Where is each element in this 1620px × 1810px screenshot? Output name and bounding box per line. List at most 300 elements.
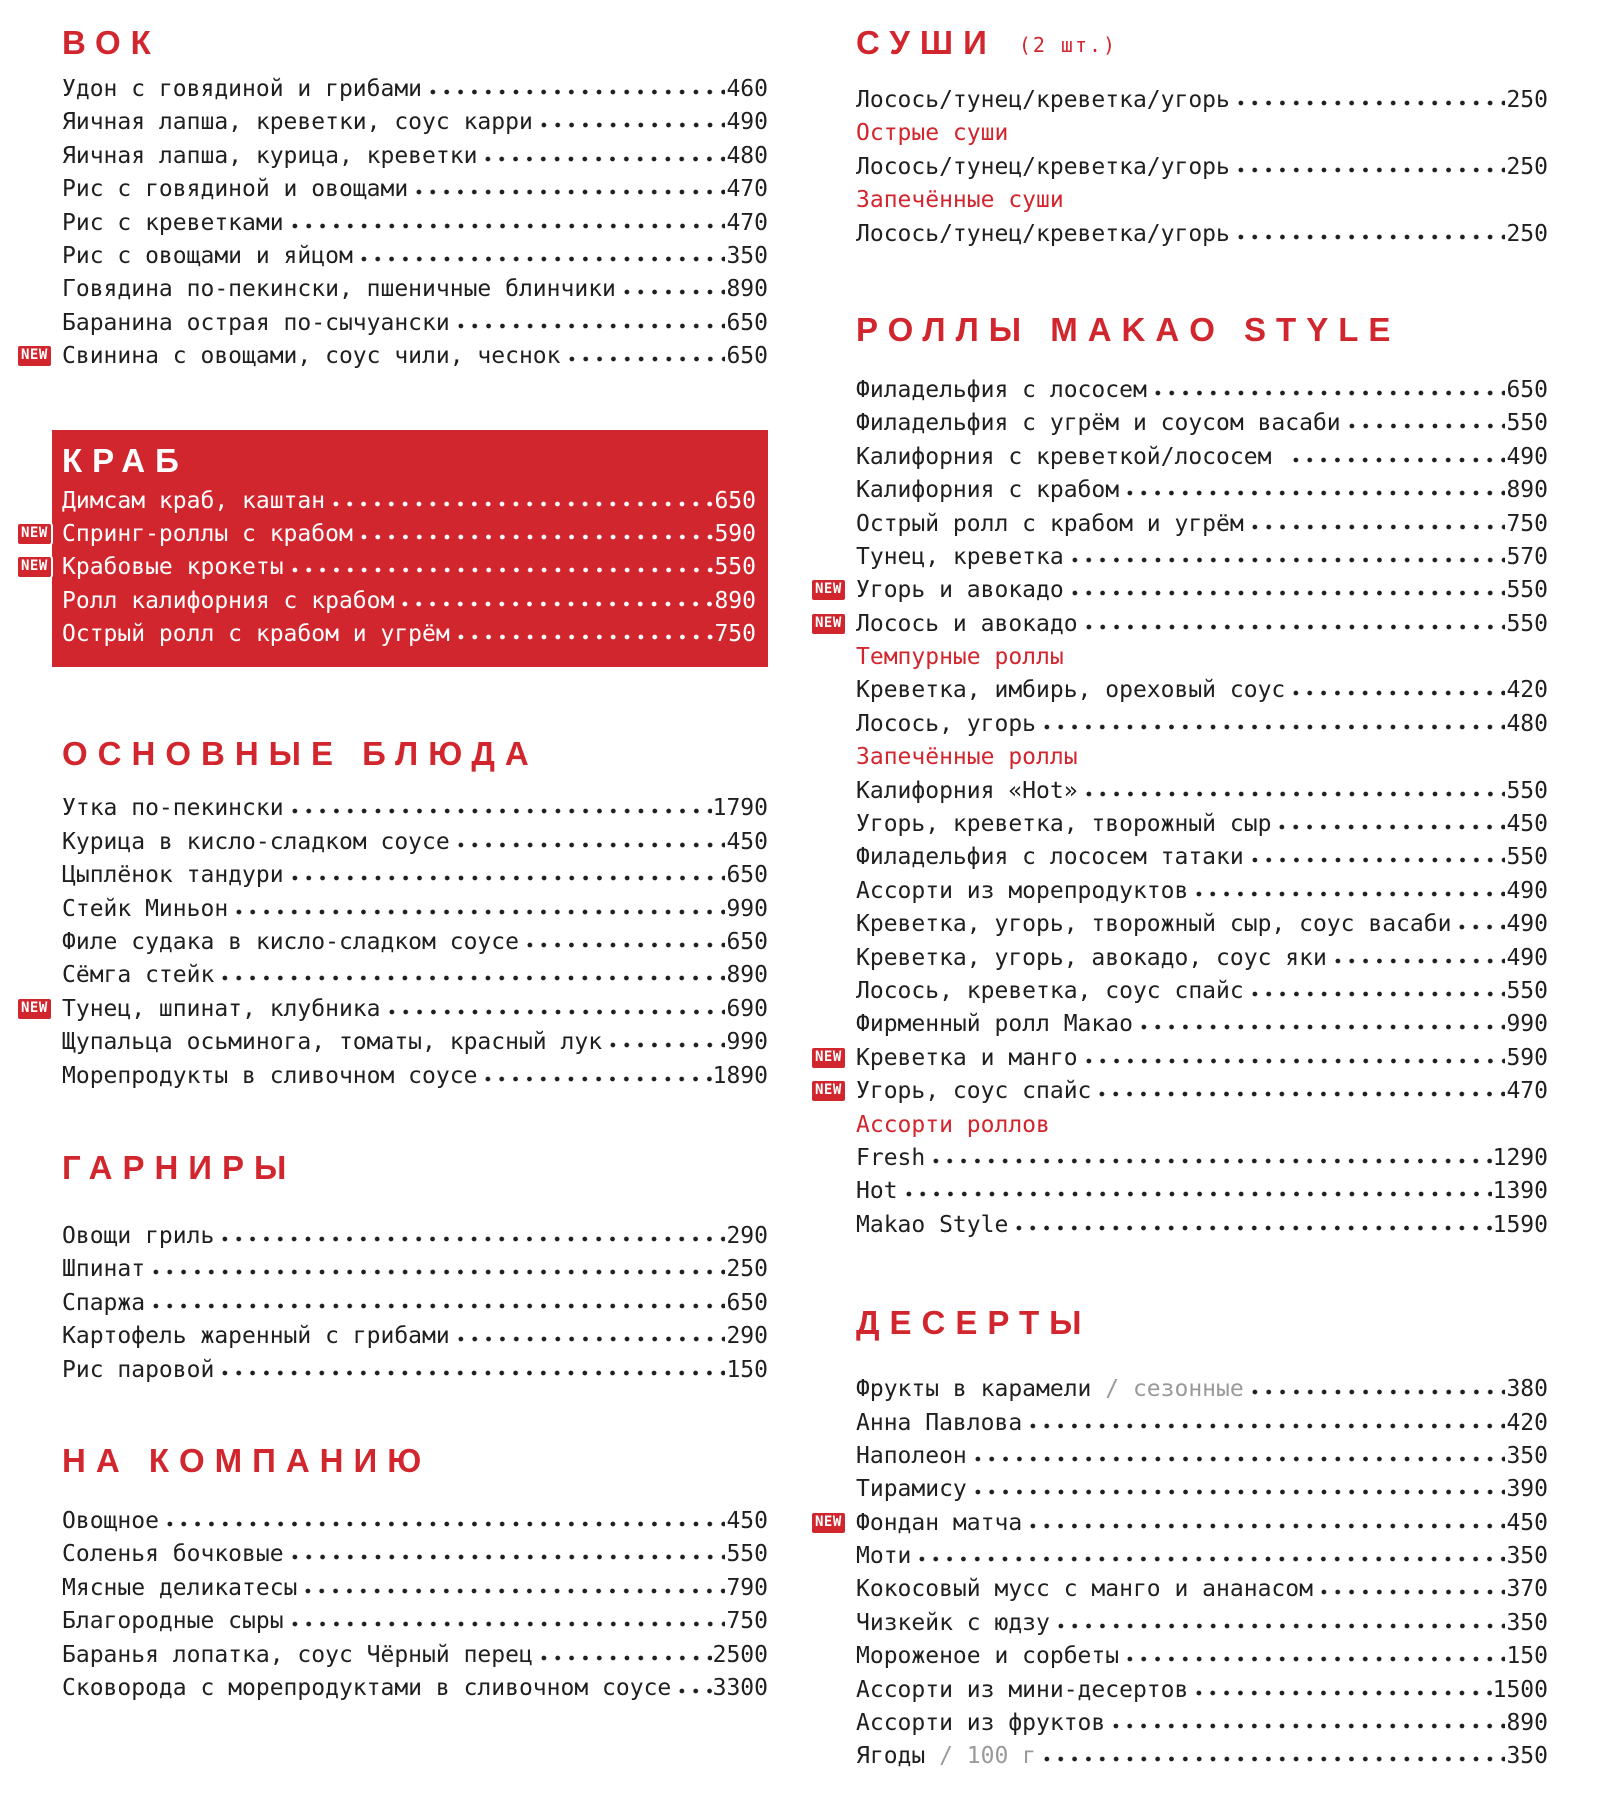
dot-leader <box>1066 589 1506 597</box>
item-name: Креветка и манго <box>856 1044 1078 1071</box>
menu-item-row <box>856 1573 1548 1606</box>
menu-item-row <box>62 1572 768 1605</box>
item-price: 890 <box>726 276 768 303</box>
item-name: Тунец, шпинат, клубника <box>62 995 381 1022</box>
item-price: 350 <box>1506 1543 1548 1570</box>
dot-leader <box>286 566 714 574</box>
menu-item-row <box>856 1008 1548 1041</box>
section-title-text: РОЛЛЫ MAKAO STYLE <box>856 310 1401 348</box>
menu-item-row <box>856 374 1548 407</box>
section-title <box>856 310 1548 348</box>
dot-leader <box>1329 957 1506 965</box>
item-name: Свинина с овощами, соус чили, чеснок <box>62 343 561 370</box>
dot-leader <box>1190 1689 1491 1697</box>
item-name: Тунец, креветка <box>856 543 1064 570</box>
item-price: 750 <box>726 1608 768 1635</box>
menu-item-row <box>62 307 768 340</box>
dot-leader <box>479 1075 711 1083</box>
dot-leader <box>410 188 725 196</box>
menu-item-row <box>62 1672 768 1705</box>
dot-leader <box>1107 1722 1505 1730</box>
dot-leader <box>1093 1090 1505 1098</box>
item-price: 650 <box>1506 376 1548 403</box>
dot-leader <box>424 88 725 96</box>
item-name: Угорь, креветка, творожный сыр <box>856 811 1272 838</box>
item-price: 570 <box>1506 543 1548 570</box>
dot-leader <box>1066 556 1506 564</box>
dot-leader <box>452 322 726 330</box>
item-price: 650 <box>726 862 768 889</box>
dot-leader <box>216 1369 725 1377</box>
menu-item-row <box>856 1209 1548 1242</box>
menu-item-row <box>856 151 1548 184</box>
dot-leader <box>1024 1422 1505 1430</box>
dot-leader <box>383 1008 726 1016</box>
new-badge: NEW <box>812 1513 845 1533</box>
item-name-note: / сезонные <box>1091 1376 1244 1403</box>
menu-item-row <box>62 826 768 859</box>
menu-column-left <box>21 24 768 1810</box>
section-title-text: ОСНОВНЫЕ БЛЮДА <box>62 735 539 773</box>
menu-item-row <box>856 1740 1548 1773</box>
menu-item-row <box>856 1607 1548 1640</box>
item-name: Цыплёнок тандури <box>62 862 284 889</box>
menu-item-row <box>62 1639 768 1672</box>
item-name: Спаржа <box>62 1289 146 1316</box>
item-name: Калифорния с крабом <box>856 477 1120 504</box>
menu-item-row <box>856 775 1548 808</box>
item-name: Говядина по-пекински, пшеничные блинчики <box>62 276 616 303</box>
dot-leader <box>1149 389 1506 397</box>
item-price: 460 <box>726 76 768 102</box>
dot-leader <box>1315 1588 1505 1596</box>
item-price: 750 <box>714 621 756 648</box>
item-price: 550 <box>1506 977 1548 1004</box>
menu-item-row <box>62 792 768 825</box>
dot-leader <box>1080 1057 1506 1065</box>
item-price: 490 <box>1506 911 1548 938</box>
item-name: Сковорода с морепродуктами в сливочном соусе <box>62 1674 672 1701</box>
section-title <box>856 1304 1548 1342</box>
menu-item-row <box>62 1220 768 1253</box>
item-name-note: / 100 г <box>925 1743 1037 1770</box>
item-name: Лосось/тунец/креветка/угорь <box>856 220 1230 247</box>
item-price: 550 <box>1506 777 1548 804</box>
item-name: Креветка, угорь, творожный сыр, соус васаби <box>856 911 1452 938</box>
menu-item-row <box>21 551 756 584</box>
item-name: Утка по-пекински <box>62 795 284 822</box>
new-badge: NEW <box>812 614 845 634</box>
dot-leader <box>1080 790 1506 798</box>
item-name: Спринг-роллы с крабом <box>62 520 353 547</box>
section-rows <box>856 84 1548 251</box>
section-title-text: СУШИ <box>856 24 997 61</box>
section-rows <box>21 792 768 1093</box>
item-name: Благородные сыры <box>62 1608 284 1635</box>
item-name: Лосось/тунец/креветка/угорь <box>856 153 1230 180</box>
dot-leader <box>479 155 725 163</box>
section-sharing <box>62 1441 768 1705</box>
section-title <box>62 1441 768 1479</box>
dot-leader <box>1287 689 1505 697</box>
menu-item-row <box>62 173 768 206</box>
item-name: Филадельфия с лососем татаки <box>856 844 1244 871</box>
dot-leader <box>900 1190 1492 1198</box>
menu-item-row <box>62 859 768 892</box>
item-name: Яичная лапша, креветки, соус карри <box>62 109 533 136</box>
item-name: Ассорти из морепродуктов <box>856 877 1189 904</box>
item-name: Сёмга стейк <box>62 962 215 989</box>
menu-subheading <box>856 741 1548 774</box>
item-name: Чизкейк с юдзу <box>856 1609 1050 1636</box>
item-name: Fresh <box>856 1144 926 1171</box>
item-name: Рис с креветками <box>62 209 284 236</box>
item-price: 450 <box>726 1507 768 1534</box>
dot-leader <box>1232 166 1506 174</box>
item-price: 450 <box>726 828 768 855</box>
dot-leader <box>286 1553 726 1561</box>
menu-item-row <box>856 1440 1548 1473</box>
section-title <box>856 26 1548 62</box>
dot-leader <box>927 1157 1491 1165</box>
item-name: Лосось, креветка, соус спайс <box>856 977 1244 1004</box>
menu-item-row <box>856 407 1548 440</box>
menu-item-row <box>856 84 1548 117</box>
menu-item-row <box>62 106 768 139</box>
menu-item-row <box>62 73 768 106</box>
dot-leader <box>452 633 714 641</box>
menu-item-row <box>856 1142 1548 1175</box>
item-price: 890 <box>1506 477 1548 504</box>
item-name: Яичная лапша, курица, креветки <box>62 142 478 169</box>
item-price: 650 <box>726 1289 768 1316</box>
dot-leader <box>1121 489 1505 497</box>
item-name: Калифорния «Hot» <box>856 777 1078 804</box>
section-title-note: (2 шт.) <box>1018 33 1118 57</box>
item-price: 470 <box>1506 1078 1548 1105</box>
item-price: 250 <box>1506 87 1548 113</box>
dot-leader <box>604 1041 725 1049</box>
item-name: Курица в кисло-сладком соусе <box>62 828 450 855</box>
menu-subheading <box>856 641 1548 674</box>
dot-leader <box>355 255 726 263</box>
menu-item-row <box>62 240 768 273</box>
item-name: Ассорти из фруктов <box>856 1710 1106 1737</box>
item-name: Мясные деликатесы <box>62 1574 298 1601</box>
item-price: 250 <box>1506 220 1548 247</box>
item-price: 380 <box>1506 1376 1548 1403</box>
item-name: Картофель жаренный с грибами <box>62 1323 450 1350</box>
section-sides <box>62 1148 768 1387</box>
item-name: Ягоды / 100 г <box>856 1743 1037 1770</box>
item-name: Наполеон <box>856 1442 967 1469</box>
subheading-label: Темпурные роллы <box>856 644 1064 671</box>
menu-column-right <box>815 24 1548 1810</box>
new-badge: NEW <box>18 346 51 366</box>
section-title-text: ГАРНИРЫ <box>62 1148 297 1186</box>
menu-item-row <box>62 1320 768 1353</box>
dot-leader <box>1010 1224 1491 1232</box>
menu-item-row <box>856 942 1548 975</box>
item-name: Рис с говядиной и овощами <box>62 176 409 203</box>
item-price: 590 <box>714 520 756 547</box>
dot-leader <box>563 355 726 363</box>
item-price: 470 <box>726 176 768 203</box>
dot-leader <box>161 1520 726 1528</box>
item-name: Калифорния с креветкой/лососем <box>856 443 1286 470</box>
menu-item-row <box>856 674 1548 707</box>
menu-item-row <box>62 618 756 651</box>
item-name: Hot <box>856 1178 898 1205</box>
item-name: Тирамису <box>856 1476 967 1503</box>
menu-item-row <box>62 926 768 959</box>
section-wok <box>21 24 768 374</box>
menu-item-row <box>815 1507 1548 1540</box>
new-badge: NEW <box>812 1081 845 1101</box>
item-price: 1890 <box>712 1062 768 1089</box>
item-price: 650 <box>726 343 768 370</box>
menu-item-row <box>856 218 1548 251</box>
dot-leader <box>1024 1522 1505 1530</box>
item-name: Филе судака в кисло-сладком соусе <box>62 929 519 956</box>
item-price: 480 <box>726 142 768 169</box>
menu-item-row <box>815 1075 1548 1108</box>
menu-item-row <box>21 340 768 373</box>
item-name: Острый ролл с крабом и угрём <box>62 621 450 648</box>
item-name: Филадельфия с угрём и соусом васаби <box>856 410 1341 437</box>
section-rows <box>815 374 1548 1242</box>
menu-item-row <box>62 1605 768 1638</box>
dot-leader <box>299 1587 725 1595</box>
section-title <box>62 441 756 479</box>
item-name: Моти <box>856 1543 912 1570</box>
dot-leader <box>452 1335 726 1343</box>
menu-item-row <box>856 1373 1548 1406</box>
menu-subheading <box>856 1109 1548 1142</box>
item-name: Рис паровой <box>62 1356 215 1383</box>
menu-item-row <box>62 1060 768 1093</box>
item-price: 690 <box>726 995 768 1022</box>
section-crab <box>21 430 768 668</box>
section-rolls <box>815 310 1548 1242</box>
menu-item-row <box>856 708 1548 741</box>
item-price: 1390 <box>1492 1178 1548 1205</box>
section-title <box>62 26 768 59</box>
menu-item-row <box>62 140 768 173</box>
item-price: 890 <box>714 587 756 614</box>
item-price: 990 <box>726 895 768 922</box>
new-badge: NEW <box>18 999 51 1019</box>
item-name: Makao Style <box>856 1211 1009 1238</box>
item-name: Угорь, соус спайс <box>856 1078 1092 1105</box>
menu-item-row <box>856 1407 1548 1440</box>
new-badge: NEW <box>18 557 51 577</box>
item-name: Филадельфия с лососем <box>856 376 1147 403</box>
dot-leader <box>1343 422 1506 430</box>
menu-item-row <box>856 1707 1548 1740</box>
menu-item-row <box>856 541 1548 574</box>
item-name: Острый ролл с крабом и угрём <box>856 510 1244 537</box>
item-price: 650 <box>726 929 768 956</box>
item-name: Шпинат <box>62 1256 146 1283</box>
menu-item-row <box>856 474 1548 507</box>
menu-item-row <box>856 1640 1548 1673</box>
menu-item-row <box>856 1540 1548 1573</box>
menu-item-row <box>856 908 1548 941</box>
item-name: Овощи гриль <box>62 1222 215 1249</box>
item-name: Баранья лопатка, соус Чёрный перец <box>62 1641 533 1668</box>
item-price: 390 <box>1506 1476 1548 1503</box>
subheading-label: Запечённые роллы <box>856 744 1078 771</box>
item-price: 350 <box>726 242 768 269</box>
dot-leader <box>1080 623 1506 631</box>
item-name: Фирменный ролл Макао <box>856 1011 1133 1038</box>
section-rows <box>815 1373 1548 1774</box>
item-price: 490 <box>1506 944 1548 971</box>
dot-leader <box>521 941 725 949</box>
item-name: Мороженое и сорбеты <box>856 1643 1120 1670</box>
item-name: Фондан матча <box>856 1509 1023 1536</box>
dot-leader <box>147 1268 725 1276</box>
section-rows <box>21 73 768 374</box>
new-badge: NEW <box>812 1048 845 1068</box>
dot-leader <box>1038 723 1505 731</box>
menu-item-row <box>856 441 1548 474</box>
section-rows <box>62 1505 768 1705</box>
menu-item-row <box>815 574 1548 607</box>
section-title-text: НА КОМПАНИЮ <box>62 1441 432 1479</box>
item-price: 550 <box>1506 844 1548 871</box>
item-name: Лосось и авокадо <box>856 610 1078 637</box>
dot-leader <box>355 533 714 541</box>
dot-leader <box>396 600 713 608</box>
section-title <box>62 1148 768 1186</box>
section-rows <box>62 1220 768 1387</box>
menu-item-row <box>856 1175 1548 1208</box>
item-price: 550 <box>726 1541 768 1568</box>
subheading-label: Запечённые суши <box>856 187 1064 214</box>
new-badge: NEW <box>812 580 845 600</box>
item-price: 550 <box>1506 610 1548 637</box>
menu-item-row <box>62 1026 768 1059</box>
new-badge: NEW <box>18 524 51 544</box>
item-price: 990 <box>1506 1011 1548 1038</box>
item-name: Лосось, угорь <box>856 710 1037 737</box>
item-name: Рис с овощами и яйцом <box>62 242 353 269</box>
dot-leader <box>327 500 713 508</box>
item-price: 650 <box>726 309 768 336</box>
item-price: 290 <box>726 1323 768 1350</box>
menu-subheading <box>856 117 1548 150</box>
dot-leader <box>969 1455 1506 1463</box>
item-name: Ассорти из мини-десертов <box>856 1676 1189 1703</box>
subheading-label: Ассорти роллов <box>856 1111 1050 1138</box>
subheading-label: Острые суши <box>856 120 1009 147</box>
item-price: 650 <box>714 487 756 514</box>
item-price: 490 <box>1506 877 1548 904</box>
dot-leader <box>286 1620 726 1628</box>
section-title-text: КРАБ <box>62 441 189 479</box>
menu-item-row <box>62 1287 768 1320</box>
item-price: 550 <box>1506 577 1548 604</box>
item-price: 470 <box>726 209 768 236</box>
item-price: 590 <box>1506 1044 1548 1071</box>
menu-item-row <box>856 1473 1548 1506</box>
dot-leader <box>535 121 726 129</box>
section-sushi <box>856 26 1548 251</box>
menu-item-row <box>856 841 1548 874</box>
item-name: Креветка, имбирь, ореховый соус <box>856 677 1286 704</box>
item-price: 350 <box>1506 1743 1548 1770</box>
item-price: 1500 <box>1492 1676 1548 1703</box>
dot-leader <box>1121 1655 1505 1663</box>
menu-item-row <box>856 508 1548 541</box>
dot-leader <box>1246 1388 1506 1396</box>
menu-item-row <box>62 207 768 240</box>
item-price: 370 <box>1506 1576 1548 1603</box>
dot-leader <box>1246 990 1506 998</box>
dot-leader <box>1246 523 1506 531</box>
item-price: 2500 <box>712 1641 768 1668</box>
menu-item-row <box>856 1674 1548 1707</box>
menu-item-row <box>62 1538 768 1571</box>
item-price: 990 <box>726 1029 768 1056</box>
menu-item-row <box>856 875 1548 908</box>
dot-leader <box>673 1687 711 1695</box>
item-name: Щупальца осьминога, томаты, красный лук <box>62 1029 603 1056</box>
dot-leader <box>1038 1755 1505 1763</box>
dot-leader <box>216 974 725 982</box>
section-mains <box>21 735 768 1093</box>
item-price: 420 <box>1506 677 1548 704</box>
item-price: 750 <box>1506 510 1548 537</box>
item-price: 250 <box>726 1256 768 1283</box>
item-price: 290 <box>726 1222 768 1249</box>
menu-item-row <box>62 1354 768 1387</box>
item-price: 1290 <box>1492 1144 1548 1171</box>
item-name: Ролл калифорния с крабом <box>62 587 395 614</box>
menu-item-row <box>62 893 768 926</box>
dot-leader <box>1232 233 1506 241</box>
item-price: 420 <box>1506 1409 1548 1436</box>
section-desserts <box>815 1304 1548 1774</box>
item-price: 350 <box>1506 1442 1548 1469</box>
menu-item-row <box>62 585 756 618</box>
dot-leader <box>913 1555 1505 1563</box>
dot-leader <box>535 1654 712 1662</box>
menu-item-row <box>62 273 768 306</box>
menu-item-row <box>62 1253 768 1286</box>
dot-leader <box>230 908 725 916</box>
menu-item-row <box>62 1505 768 1538</box>
item-name: Овощное <box>62 1507 159 1534</box>
item-name: Анна Павлова <box>856 1409 1023 1436</box>
dot-leader <box>1246 856 1506 864</box>
menu-item-row <box>856 975 1548 1008</box>
dot-leader <box>969 1488 1506 1496</box>
dot-leader <box>1135 1023 1506 1031</box>
menu-item-row <box>856 808 1548 841</box>
menu-item-row <box>21 993 768 1026</box>
section-rows <box>21 485 756 652</box>
item-name: Угорь и авокадо <box>856 577 1064 604</box>
item-name: Кокосовый мусс с манго и ананасом <box>856 1576 1313 1603</box>
item-name: Стейк Миньон <box>62 895 229 922</box>
dot-leader <box>286 222 726 230</box>
dot-leader <box>286 874 726 882</box>
dot-leader <box>1052 1622 1506 1630</box>
dot-leader <box>216 1235 725 1243</box>
